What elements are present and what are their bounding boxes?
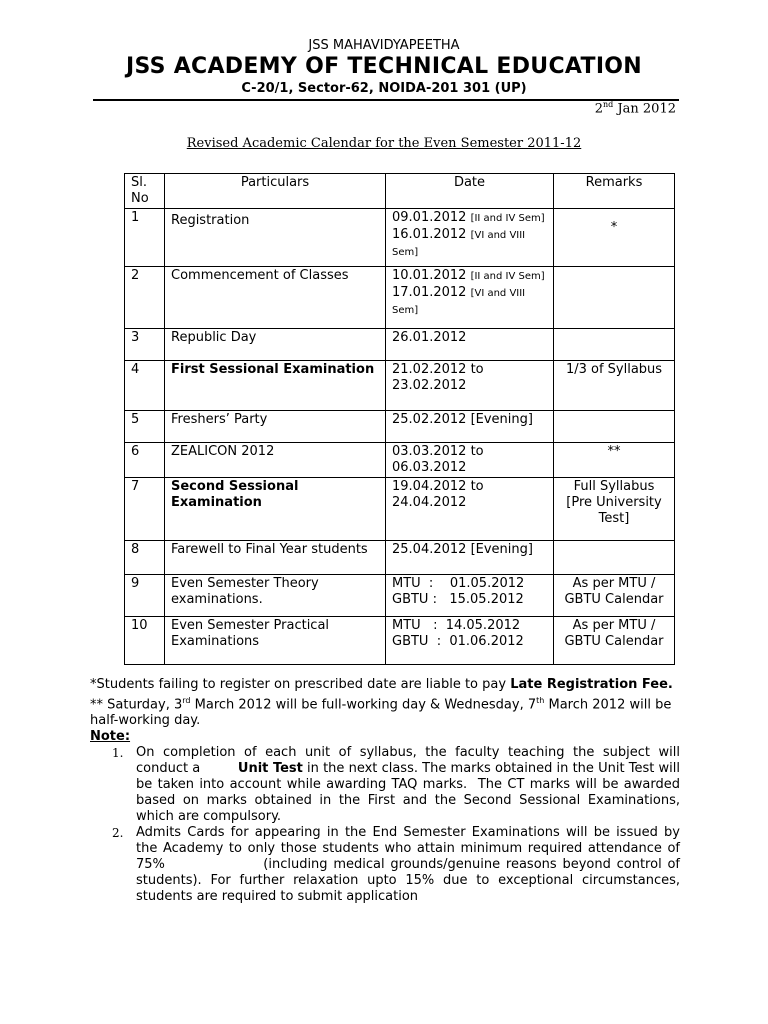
cell-date: MTU : 01.05.2012 GBTU : 15.05.2012 <box>386 575 554 617</box>
header-remarks: Remarks <box>554 174 675 209</box>
table-row <box>125 478 675 541</box>
cell-particulars: ZEALICON 2012 <box>165 443 386 478</box>
cell-sl: 3 <box>125 329 165 361</box>
table-row <box>125 267 675 329</box>
table-header-row <box>125 174 675 209</box>
cell-date: 10.01.2012 [II and IV Sem] 17.01.2012 [VI and VIII Sem] <box>386 267 554 329</box>
list-item: 1. On completion of each unit of syllabus, the faculty teaching the subject will conduct a Unit Test in the next class. The marks obtained in the Unit Test will be taken into account while awarding TAQ marks. The CT marks will be awarded based on marks obtained in the First and the Second Sessional Examinations, which are compulsory. <box>112 745 685 825</box>
late-registration-note: *Students failing to register on prescribed date are liable to pay Late Registration Fee. <box>90 677 673 692</box>
table-row <box>125 443 675 478</box>
cell-remarks: As per MTU / GBTU Calendar <box>554 617 675 665</box>
cell-sl: 8 <box>125 541 165 575</box>
list-item: 2. Admits Cards for appearing in the End Semester Examinations will be issued by the Academy to only those students who attain minimum required attendance of 75% (including medical grounds/genuine reasons beyond control of students). For further relaxation upto 15% due to exceptional circumstances, students are required to submit application <box>112 825 685 905</box>
institution-title: JSS ACADEMY OF TECHNICAL EDUCATION <box>125 54 643 79</box>
cell-date: 25.04.2012 [Evening] <box>386 541 554 575</box>
note-label: Note: <box>90 729 131 745</box>
cell-sl: 4 <box>125 361 165 411</box>
cell-particulars: Freshers’ Party <box>165 411 386 443</box>
cell-particulars: Second Sessional Examination <box>165 478 386 541</box>
cell-date: 03.03.2012 to 06.03.2012 <box>386 443 554 478</box>
header-sl-no: Sl. No <box>125 174 165 209</box>
cell-remarks <box>554 329 675 361</box>
table-row <box>125 541 675 575</box>
cell-sl: 7 <box>125 478 165 541</box>
cell-particulars: First Sessional Examination <box>165 361 386 411</box>
table-row <box>125 575 675 617</box>
cell-date: 26.01.2012 <box>386 329 554 361</box>
cell-remarks <box>554 267 675 329</box>
cell-remarks <box>554 541 675 575</box>
document-heading: Revised Academic Calendar for the Even Semester 2011-12 <box>186 136 582 151</box>
cell-remarks: ** <box>554 443 675 478</box>
cell-remarks <box>554 411 675 443</box>
cell-particulars: Registration <box>165 209 386 267</box>
cell-remarks: 1/3 of Syllabus <box>554 361 675 411</box>
institution-address: C-20/1, Sector-62, NOIDA-201 301 (UP) <box>241 81 527 96</box>
cell-remarks: * <box>554 209 675 267</box>
cell-sl: 10 <box>125 617 165 665</box>
cell-date: 25.02.2012 [Evening] <box>386 411 554 443</box>
table-row <box>125 617 675 665</box>
cell-date: 09.01.2012 [II and IV Sem] 16.01.2012 [VI and VIII Sem] <box>386 209 554 267</box>
table-row <box>125 361 675 411</box>
cell-particulars: Even Semester Theory examinations. <box>165 575 386 617</box>
academic-calendar-table <box>124 173 675 665</box>
cell-particulars: Commencement of Classes <box>165 267 386 329</box>
notes-section <box>90 677 721 905</box>
cell-date: MTU : 14.05.2012 GBTU : 01.06.2012 <box>386 617 554 665</box>
cell-sl: 1 <box>125 209 165 267</box>
institution-parent: JSS MAHAVIDYAPEETHA <box>308 38 460 53</box>
cell-particulars: Even Semester Practical Examinations <box>165 617 386 665</box>
notes-list <box>90 745 685 905</box>
cell-date: 19.04.2012 to 24.04.2012 <box>386 478 554 541</box>
cell-remarks: Full Syllabus [Pre University Test] <box>554 478 675 541</box>
cell-sl: 5 <box>125 411 165 443</box>
cell-sl: 2 <box>125 267 165 329</box>
cell-particulars: Republic Day <box>165 329 386 361</box>
header-rule <box>93 99 679 101</box>
working-day-note: ** Saturday, 3rd March 2012 will be full-working day & Wednesday, 7th March 2012 will be half-working day. <box>90 696 721 729</box>
header-date: Date <box>386 174 554 209</box>
cell-sl: 6 <box>125 443 165 478</box>
table-row <box>125 209 675 267</box>
table-row <box>125 411 675 443</box>
header-particulars: Particulars <box>165 174 386 209</box>
document-date: 2nd Jan 2012 <box>594 100 676 117</box>
cell-date: 21.02.2012 to 23.02.2012 <box>386 361 554 411</box>
table-row <box>125 329 675 361</box>
cell-sl: 9 <box>125 575 165 617</box>
cell-particulars: Farewell to Final Year students <box>165 541 386 575</box>
cell-remarks: As per MTU / GBTU Calendar <box>554 575 675 617</box>
